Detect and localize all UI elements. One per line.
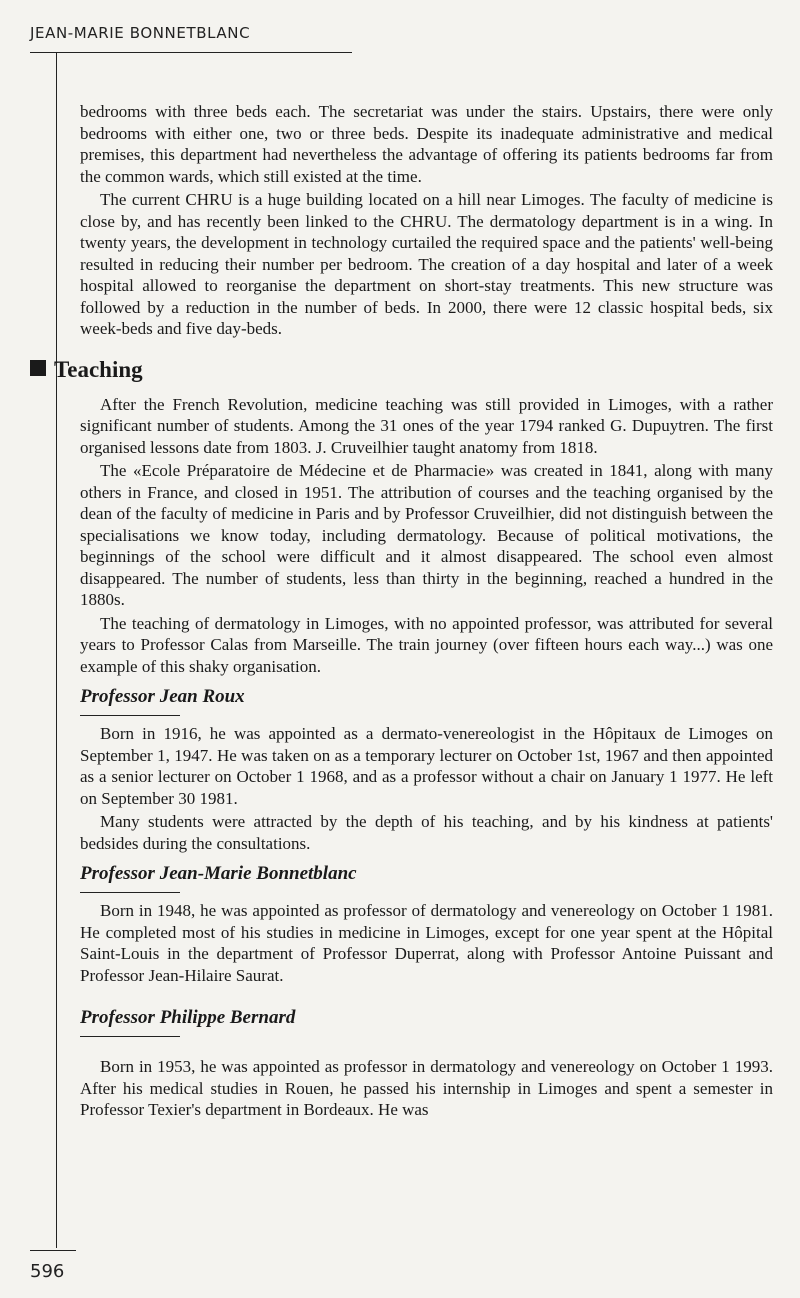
subheading-professor: Professor Jean Roux bbox=[80, 685, 773, 709]
paragraph: bedrooms with three beds each. The secretariat was under the stairs. Upstairs, there were only bedrooms with either one, two or three beds. Despite its inadequate administrative and medical premises, this department had nevertheless the advantage of offering its patients bedrooms far from the common wards, which still existed at the time. bbox=[80, 102, 773, 186]
paragraph: Born in 1953, he was appointed as professor in dermatology and venereology on October 1 1993. After his medical studies in Rouen, he passed his internship in Limoges and spent a semester in Professor Texier's department in Bordeaux. He was bbox=[80, 1057, 773, 1119]
square-bullet-icon bbox=[30, 360, 46, 376]
paragraph: After the French Revolution, medicine teaching was still provided in Limoges, with a rather significant number of students. Among the 31 ones of the year 1794 ranked G. Dupuytren. The first organised lessons date from 1803. J. Cruveilhier taught anatomy from 1818. bbox=[80, 394, 773, 457]
page-number: 596 bbox=[30, 1261, 65, 1282]
paragraph: The «Ecole Préparatoire de Médecine et de Pharmacie» was created in 1841, along with many others in France, and closed in 1951. The attribution of courses and the teaching organised by the dean of the faculty of medicine in Paris and by Professor Cruveilhier, did not distinguish between the specialisations we know today, including dermatology. Because of political motivations, the beginnings of the school were difficult and it almost disappeared. The school even almost disappeared. The number of students, less than thirty in the beginning, reached a hundred in the 1880s. bbox=[80, 461, 773, 609]
subheading-professor: Professor Philippe Bernard bbox=[80, 1006, 773, 1030]
running-head: JEAN-MARIE BONNETBLANC bbox=[30, 24, 251, 42]
page-body bbox=[54, 101, 773, 1121]
paragraph: The current CHRU is a huge building located on a hill near Limoges. The faculty of medicine is close by, and has recently been linked to the CHRU. The dermatology department is in a wing. In twenty years, the development in technology curtailed the required space and the patients' well-being resulted in reducing their number per bedroom. The creation of a day hospital and later of a week hospital allowed to reorganise the department on short-stay treatments. This new structure was followed by a reduction in the number of beds. In 2000, there were 12 classic hospital beds, six week-beds and five day-beds. bbox=[80, 190, 773, 338]
section-heading bbox=[30, 356, 773, 384]
paragraph: Born in 1948, he was appointed as professor of dermatology and venereology on October 1 1981. He completed most of his studies in medicine in Limoges, except for one year spent at the Hôpital Saint-Louis in the department of Professor Duperrat, along with Professor Antoine Puissant and Professor Jean-Hilaire Saurat. bbox=[80, 901, 773, 985]
header-rule bbox=[30, 52, 352, 53]
section-heading-text: Teaching bbox=[54, 356, 143, 382]
paragraph: The teaching of dermatology in Limoges, with no appointed professor, was attributed for several years to Professor Calas from Marseille. The train journey (over fifteen hours each way...) was one example of this shaky organisation. bbox=[80, 613, 773, 676]
paragraph: Born in 1916, he was appointed as a dermato-venereologist in the Hôpitaux de Limoges on September 1, 1947. He was taken on as a temporary lecturer on October 1st, 1967 and then appointed as a senior lecturer on October 1 1968, and as a professor without a chair on January 1 1977. He left on September 30 1981. bbox=[80, 724, 773, 808]
margin-rule bbox=[56, 52, 57, 1248]
paragraph: Many students were attracted by the depth of his teaching, and by his kindness at patients' bedsides during the consultations. bbox=[80, 812, 773, 853]
subheading-professor: Professor Jean-Marie Bonnetblanc bbox=[80, 862, 773, 886]
footer-rule bbox=[30, 1250, 76, 1251]
